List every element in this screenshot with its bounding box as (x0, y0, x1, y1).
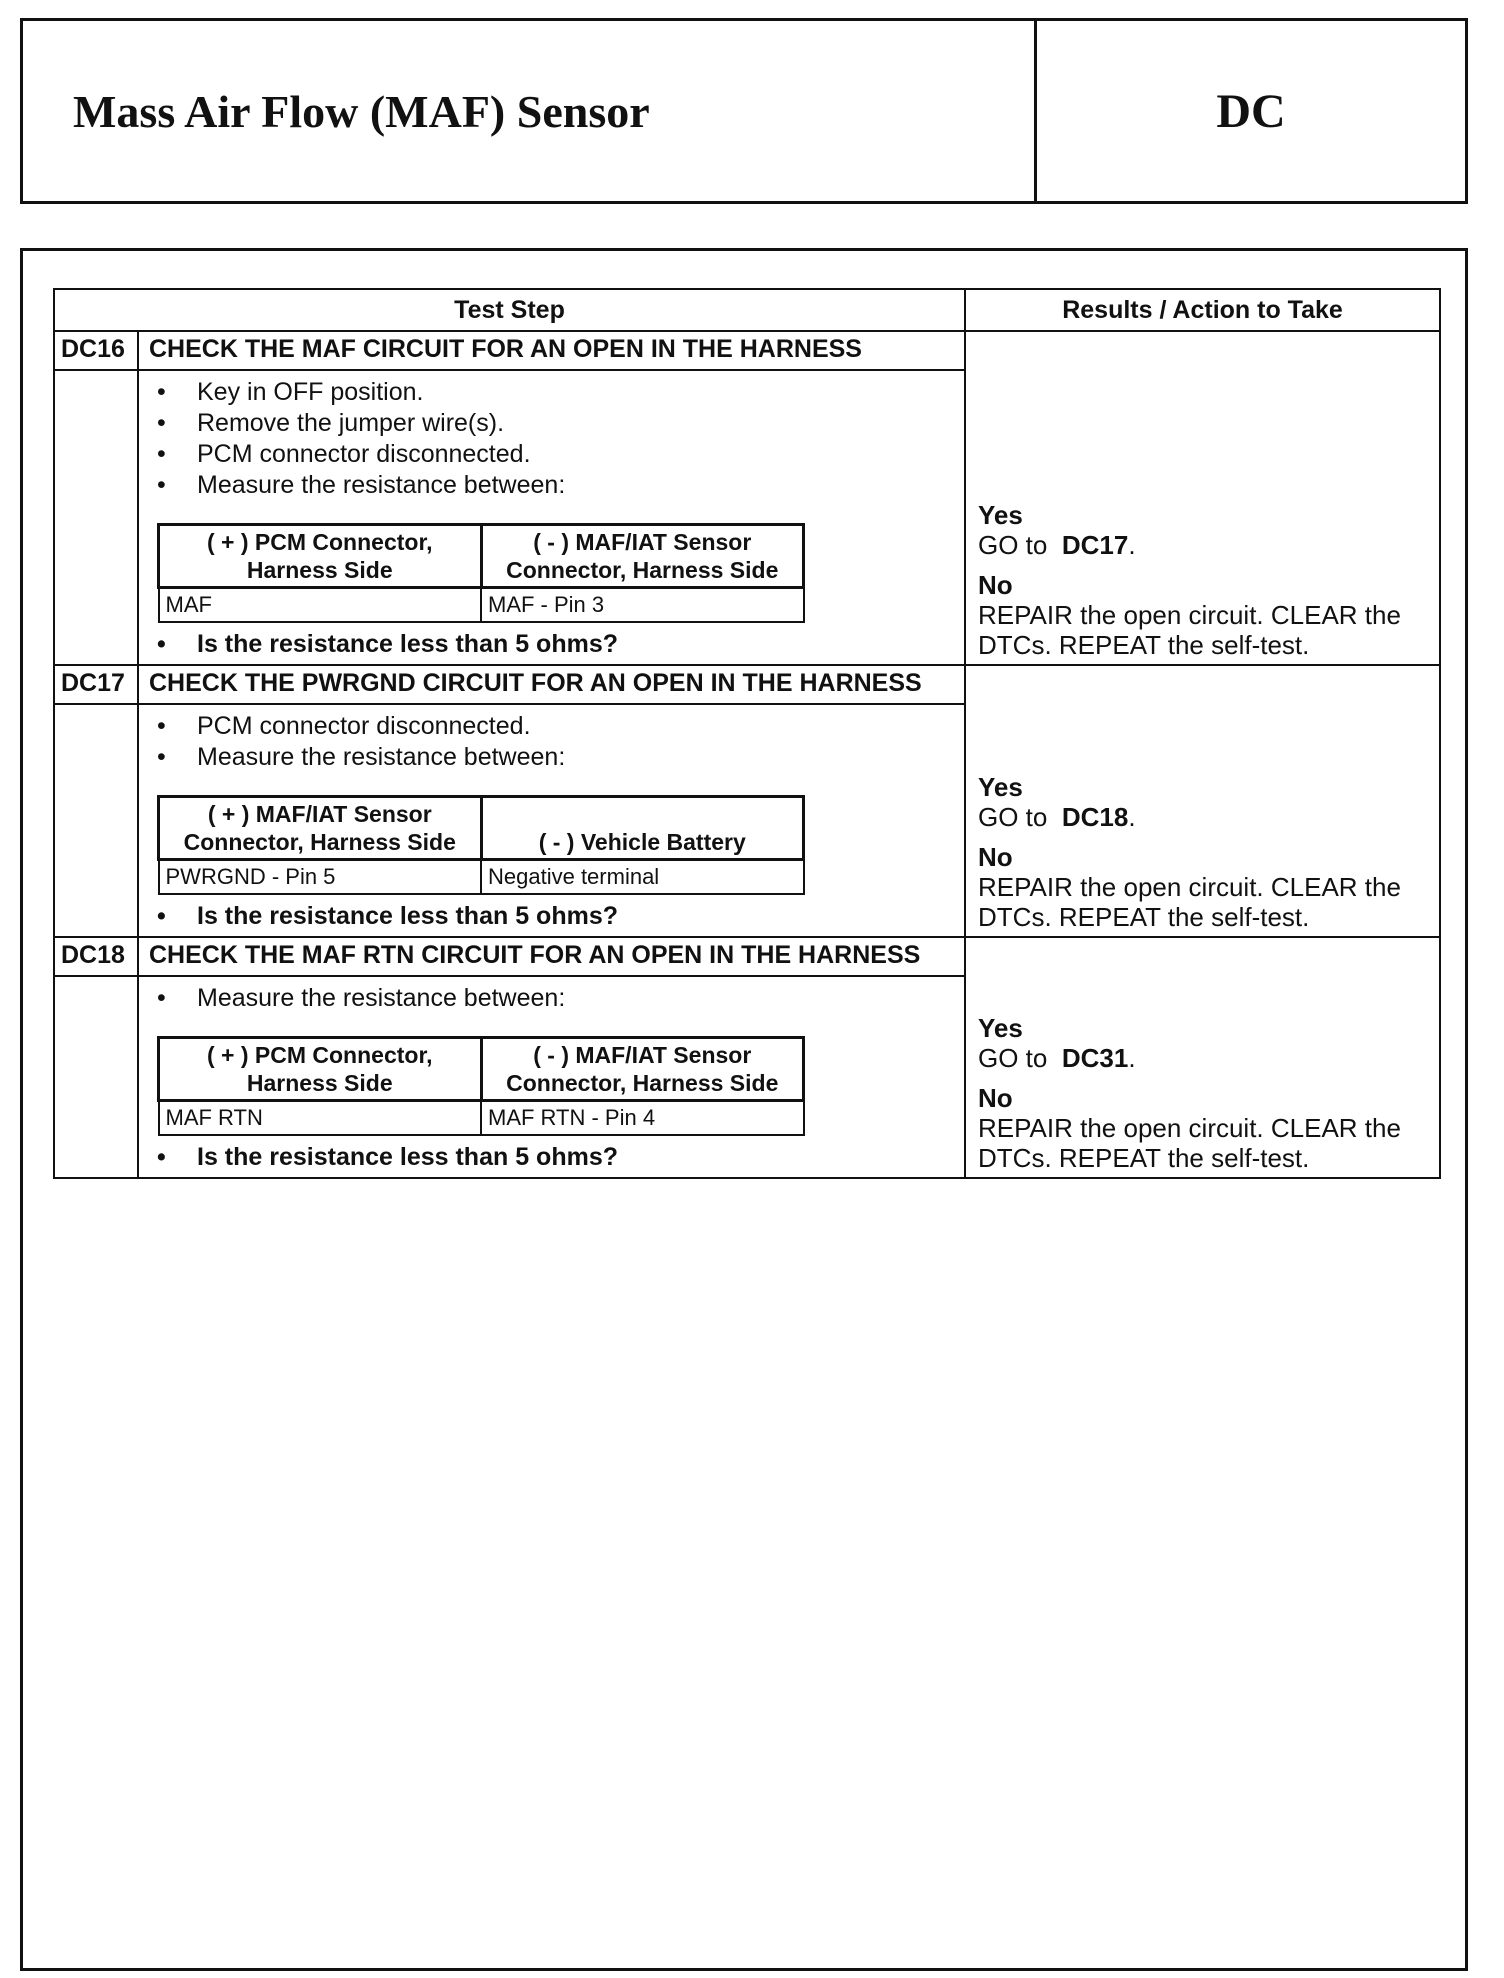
measurement-header-negative: ( - ) MAF/IAT Sensor Connector, Harness Side (481, 525, 804, 588)
step-code: DC16 (54, 331, 138, 370)
step-question (153, 901, 954, 932)
measurement-header-positive: ( + ) MAF/IAT Sensor Connector, Harness Side (159, 797, 482, 860)
test-step-table (53, 288, 1441, 1179)
test-step-header: Test Step (54, 289, 965, 331)
question-text: • Is the resistance less than 5 ohms? (153, 901, 954, 932)
question-text: • Is the resistance less than 5 ohms? (153, 1142, 954, 1173)
page-header (20, 18, 1468, 204)
bullet-item: • Measure the resistance between: (153, 742, 954, 773)
measurement-positive: MAF RTN (159, 1101, 482, 1136)
yes-target: DC18 (1061, 802, 1129, 832)
no-text: REPAIR the open circuit. CLEAR the DTCs. REPEAT the self-test. (978, 600, 1401, 660)
yes-label: Yes (978, 1013, 1023, 1043)
yes-action: GO to DC31. (978, 1043, 1136, 1073)
step-bullets (153, 377, 954, 501)
bullet-item: • Measure the resistance between: (153, 983, 954, 1014)
measurement-positive: MAF (159, 588, 482, 623)
step-result (965, 937, 1440, 1178)
no-label: No (978, 1083, 1013, 1113)
step-result (965, 665, 1440, 937)
step-body (138, 370, 965, 665)
measurement-table (157, 795, 805, 895)
step-code: DC18 (54, 937, 138, 976)
measurement-header-positive: ( + ) PCM Connector, Harness Side (159, 1038, 482, 1101)
step-body-gutter (54, 370, 138, 665)
no-text: REPAIR the open circuit. CLEAR the DTCs. REPEAT the self-test. (978, 872, 1401, 932)
measurement-negative: MAF - Pin 3 (481, 588, 804, 623)
step-heading-row (54, 331, 1440, 370)
measurement-header-row (159, 797, 804, 860)
yes-action: GO to DC17. (978, 530, 1136, 560)
step-result (965, 331, 1440, 665)
yes-text: GO to (978, 802, 1048, 832)
step-question (153, 1142, 954, 1173)
bullet-item: • PCM connector disconnected. (153, 711, 954, 742)
step-heading-row (54, 937, 1440, 976)
section-code: DC (1216, 84, 1286, 138)
measurement-header-negative: ( - ) MAF/IAT Sensor Connector, Harness Side (481, 1038, 804, 1101)
step-heading: CHECK THE MAF RTN CIRCUIT FOR AN OPEN IN THE HARNESS (138, 937, 965, 976)
step-question (153, 629, 954, 660)
bullet-item: • Measure the resistance between: (153, 470, 954, 501)
step-heading: CHECK THE MAF CIRCUIT FOR AN OPEN IN THE HARNESS (138, 331, 965, 370)
step-bullets (153, 983, 954, 1014)
step-body-gutter (54, 704, 138, 937)
step-code: DC17 (54, 665, 138, 704)
yes-label: Yes (978, 500, 1023, 530)
measurement-table (157, 1036, 805, 1136)
measurement-row (159, 1101, 804, 1136)
step-heading-row (54, 665, 1440, 704)
yes-target: DC31 (1061, 1043, 1129, 1073)
question-text: • Is the resistance less than 5 ohms? (153, 629, 954, 660)
step-body (138, 976, 965, 1178)
no-label: No (978, 570, 1013, 600)
step-heading: CHECK THE PWRGND CIRCUIT FOR AN OPEN IN THE HARNESS (138, 665, 965, 704)
bullet-item: • Remove the jumper wire(s). (153, 408, 954, 439)
measurement-negative: Negative terminal (481, 860, 804, 895)
bullet-item: • PCM connector disconnected. (153, 439, 954, 470)
step-bullets (153, 711, 954, 773)
yes-text: GO to (978, 1043, 1048, 1073)
yes-action: GO to DC18. (978, 802, 1136, 832)
measurement-negative: MAF RTN - Pin 4 (481, 1101, 804, 1136)
measurement-positive: PWRGND - Pin 5 (159, 860, 482, 895)
no-text: REPAIR the open circuit. CLEAR the DTCs. REPEAT the self-test. (978, 1113, 1401, 1173)
measurement-header-row (159, 525, 804, 588)
measurement-row (159, 860, 804, 895)
results-header: Results / Action to Take (965, 289, 1440, 331)
bullet-item: • Key in OFF position. (153, 377, 954, 408)
yes-label: Yes (978, 772, 1023, 802)
step-body-gutter (54, 976, 138, 1178)
page-title: Mass Air Flow (MAF) Sensor (23, 21, 1037, 201)
measurement-header-positive: ( + ) PCM Connector, Harness Side (159, 525, 482, 588)
table-header-row (54, 289, 1440, 331)
measurement-header-negative: ( - ) Vehicle Battery (481, 797, 804, 860)
measurement-header-row (159, 1038, 804, 1101)
no-label: No (978, 842, 1013, 872)
yes-text: GO to (978, 530, 1048, 560)
measurement-table (157, 523, 805, 623)
steps-body (54, 331, 1440, 1178)
step-body (138, 704, 965, 937)
yes-target: DC17 (1061, 530, 1129, 560)
measurement-row (159, 588, 804, 623)
